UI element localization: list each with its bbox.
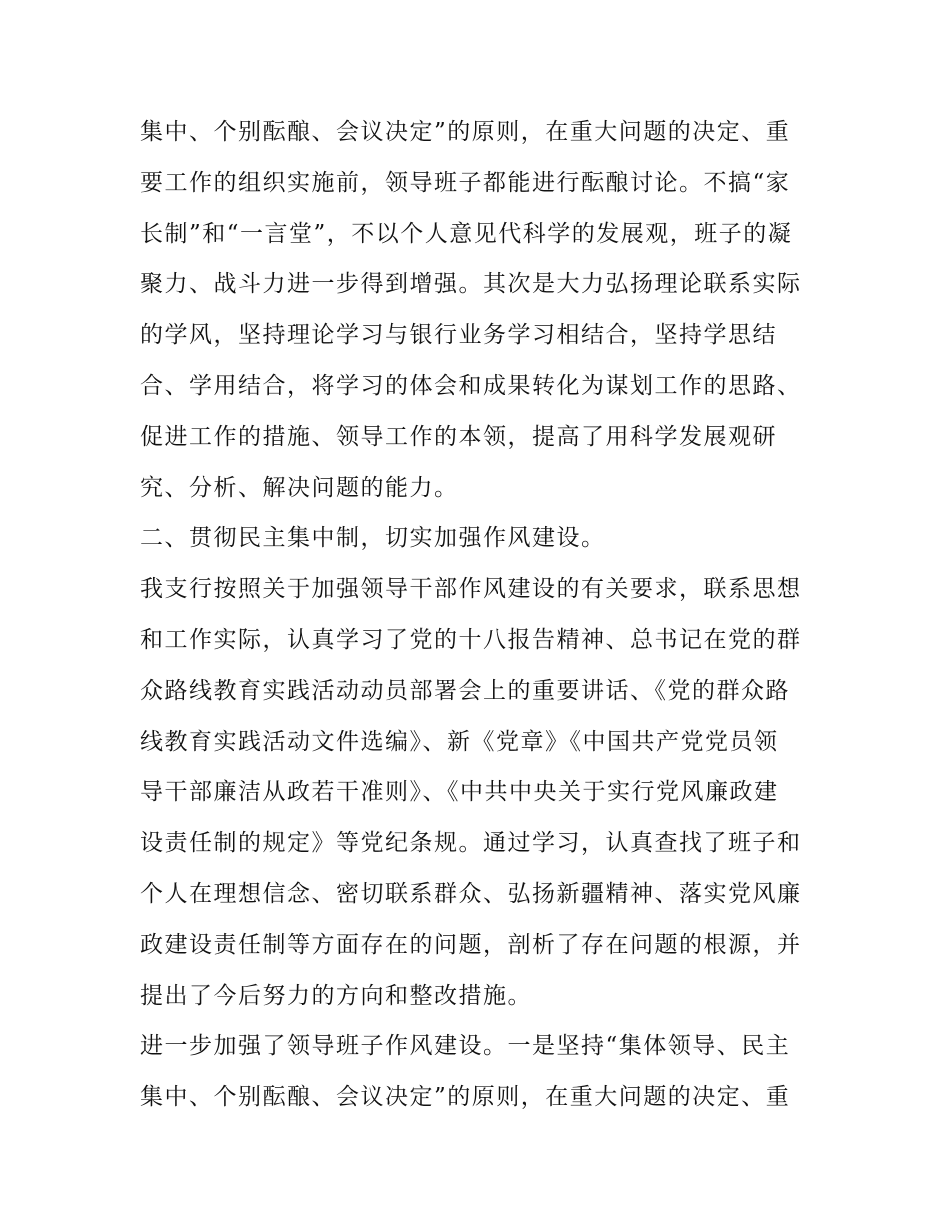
text-line: 促进工作的措施、领导工作的本领，提高了用科学发展观研: [140, 423, 777, 450]
text-line: 设责任制的规定》等党纪条规。通过学习，认真查找了班子和: [140, 830, 802, 857]
text-line: 集中、个别酝酿、会议决定”的原则，在重大问题的决定、重: [140, 119, 791, 145]
text-line: 的学风，坚持理论学习与银行业务学习相结合，坚持学思结: [140, 322, 777, 349]
text-line: 集中、个别酝酿、会议决定”的原则，在重大问题的决定、重: [140, 1084, 791, 1111]
text-line: 导干部廉洁从政若干准则》、《中共中央关于实行党风廉政建: [140, 779, 779, 806]
section-heading: 二、贯彻民主集中制，切实加强作风建设。: [140, 525, 606, 552]
text-line: 和工作实际，认真学习了党的十八报告精神、总书记在党的群: [140, 626, 802, 653]
text-line: 究、分析、解决问题的能力。: [140, 474, 459, 501]
text-line: 政建设责任制等方面存在的问题，剖析了存在问题的根源，并: [140, 931, 802, 958]
document-body: [140, 107, 820, 1123]
text-line: 要工作的组织实施前，领导班子都能进行酝酿讨论。不搞“家: [140, 169, 791, 196]
text-line: 众路线教育实践活动动员部署会上的重要讲话、《党的群众路: [140, 677, 790, 704]
text-line: 个人在理想信念、密切联系群众、弘扬新疆精神、落实党风廉: [140, 880, 802, 907]
text-line: 进一步加强了领导班子作风建设。一是坚持“集体领导、民主: [140, 1033, 791, 1060]
text-line: 合、学用结合，将学习的体会和成果转化为谋划工作的思路、: [140, 372, 802, 399]
text-line: 长制”和“一言堂”，不以个人意见代科学的发展观，班子的凝: [140, 220, 793, 247]
text-line: 提出了今后努力的方向和整改措施。: [140, 982, 532, 1009]
text-line: 聚力、战斗力进一步得到增强。其次是大力弘扬理论联系实际: [140, 271, 802, 298]
text-line: 线教育实践活动文件选编》、新《党章》《中国共产党党员领: [140, 728, 779, 755]
text-line: 我支行按照关于加强领导干部作风建设的有关要求，联系思想: [140, 576, 802, 603]
